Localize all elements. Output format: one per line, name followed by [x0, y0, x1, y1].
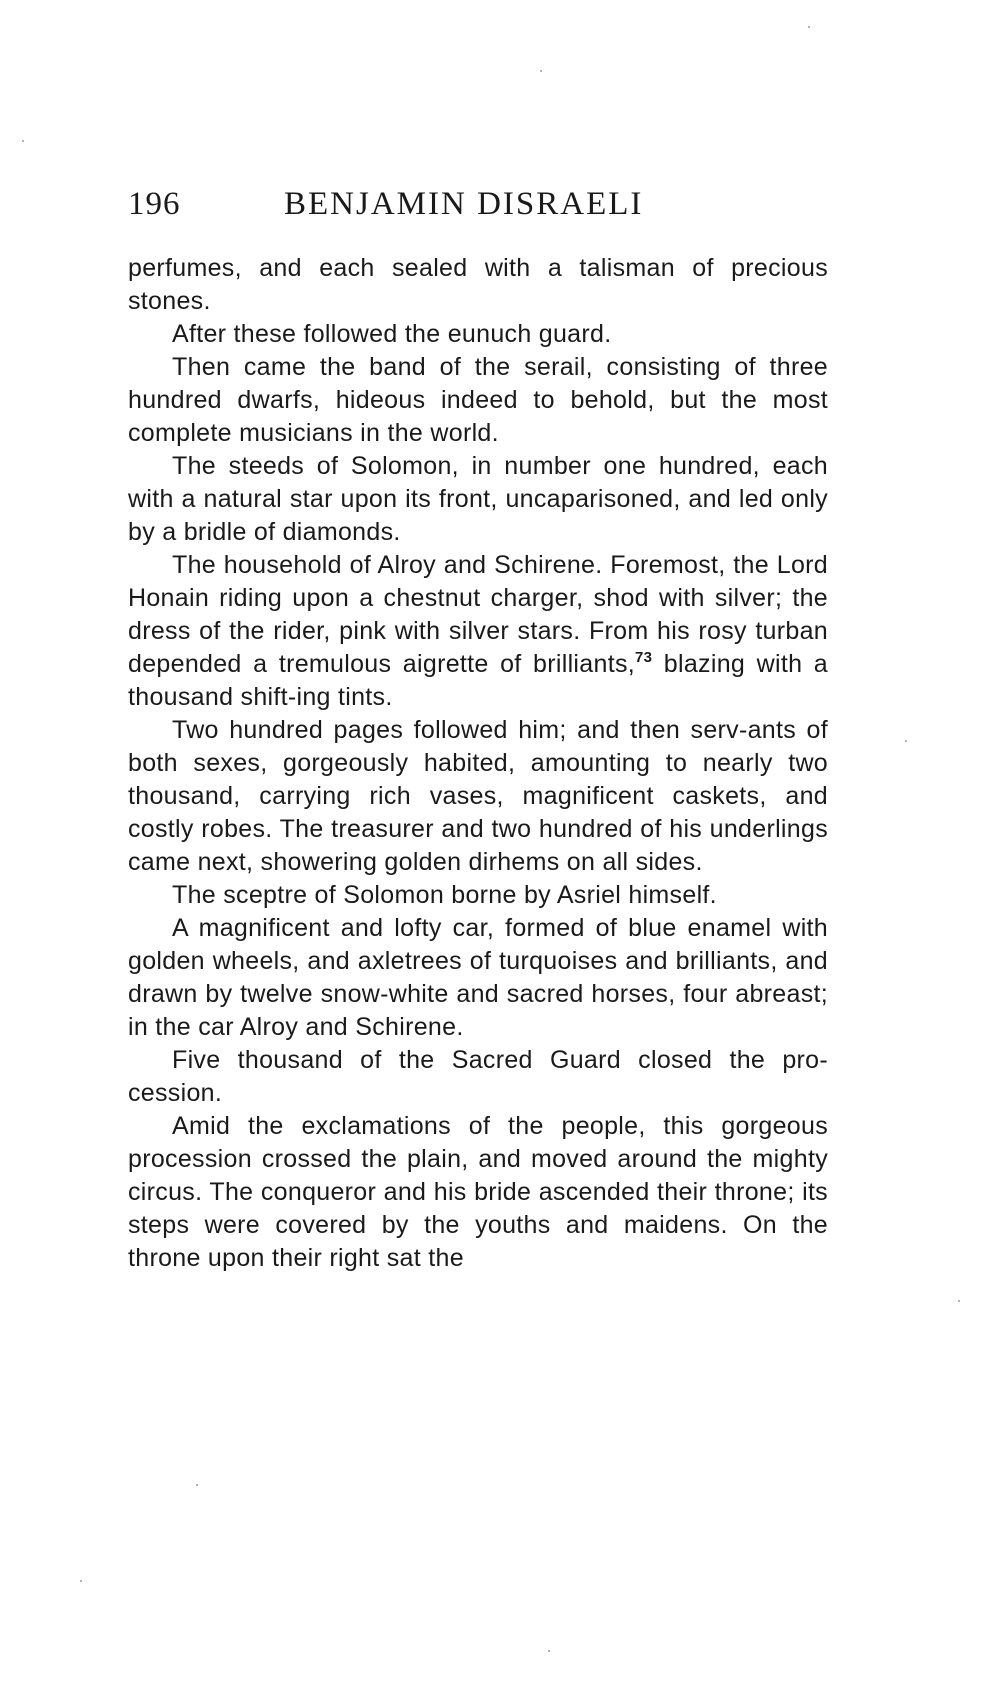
book-title: BENJAMIN DISRAELI: [284, 186, 644, 222]
paragraph-text: The household of Alroy and Schirene. Foremost, the Lord Honain riding upon a chestnut charger, shod with silver; the dress of the rider, pink with silver stars. From his rosy turban depended a tremulous aigrette of brilliants,: [128, 551, 828, 678]
page-number: 196: [128, 186, 181, 222]
paragraph: After these followed the eunuch guard.: [172, 320, 612, 348]
paragraph: Then came the band of the serail, consisting of three hundred dwarfs, hideous indeed to behold, but the most complete musicians in the world.: [128, 353, 828, 447]
paragraph: perfumes, and each sealed with a talisman of precious stones.: [128, 254, 828, 315]
paragraph-text: blazing with a thousand shift-ing tints.: [128, 650, 828, 711]
running-head: [128, 178, 848, 228]
paper-speck: [196, 1484, 198, 1486]
paper-speck: [905, 740, 907, 742]
paper-speck: [540, 70, 542, 72]
paper-speck: [22, 140, 24, 142]
paper-speck: [548, 1650, 550, 1652]
paragraph: [128, 549, 828, 714]
paper-speck: [808, 26, 810, 28]
paragraph: Five thousand of the Sacred Guard closed the pro-cession.: [128, 1046, 828, 1107]
paragraph: The sceptre of Solomon borne by Asriel himself.: [172, 881, 717, 909]
paragraph: A magnificent and lofty car, formed of blue enamel with golden wheels, and axletrees of turquoises and brilliants, and drawn by twelve snow-white and sacred horses, four abreast; in the car Alroy and Schirene.: [128, 914, 828, 1041]
paragraph: The steeds of Solomon, in number one hundred, each with a natural star upon its front, uncaparisoned, and led only by a bridle of diamonds.: [128, 452, 828, 546]
paper-speck: [80, 1580, 82, 1582]
paper-speck: [958, 1300, 960, 1302]
paragraph: Amid the exclamations of the people, this gorgeous procession crossed the plain, and moved around the mighty circus. The conqueror and his bride ascended their throne; its steps were covered by the youths and maidens. On the throne upon their right sat the: [128, 1112, 828, 1272]
endnote-reference: 73: [635, 649, 653, 666]
paragraph: Two hundred pages followed him; and then serv-ants of both sexes, gorgeously habited, amounting to nearly two thousand, carrying rich vases, magnificent caskets, and costly robes. The treasurer and two hundred of his underlings came next, showering golden dirhems on all sides.: [128, 716, 828, 876]
body-text: [128, 252, 828, 1275]
